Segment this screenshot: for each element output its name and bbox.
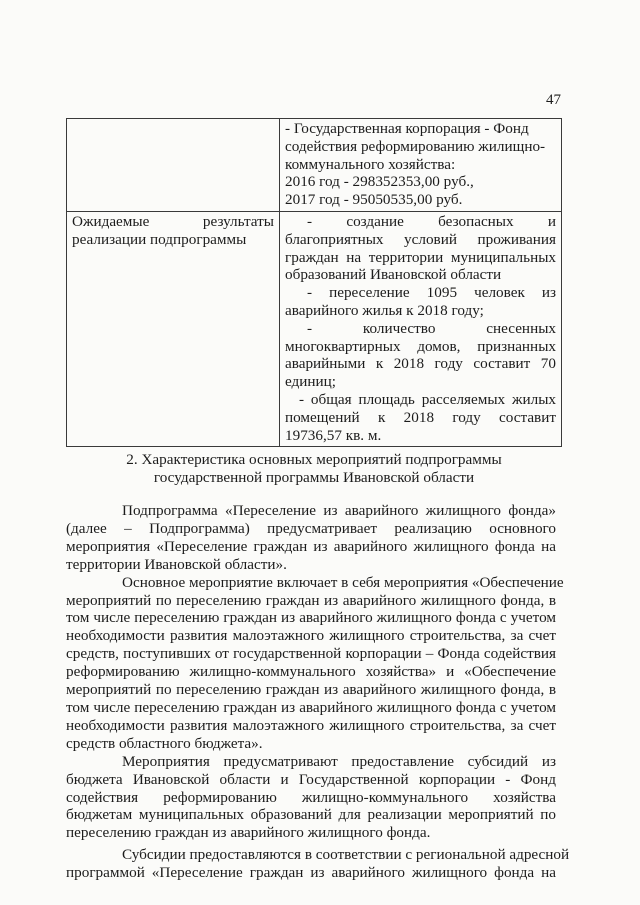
result-line: граждан на территории муниципальных [285, 248, 556, 266]
table-row [67, 211, 562, 446]
funding-line: коммунального хозяйства: [285, 155, 456, 173]
text-line: Основное мероприятие включает в себя мероприятия «Обеспечение [122, 573, 564, 591]
results-label-line: реализации подпрограммы [72, 230, 247, 248]
result-line: аварийными к 2018 году составит 70 [285, 355, 556, 373]
text-line: территории Ивановской области». [66, 555, 287, 573]
section-title [66, 451, 562, 487]
table-row [67, 119, 562, 212]
program-table [66, 118, 562, 447]
table-cell-label [67, 211, 280, 446]
text-line: мероприятий по переселению граждан из аварийного жилищного фонда, в [66, 591, 556, 609]
funding-line: 2017 год - 95050535,00 руб. [285, 191, 463, 209]
body-text [66, 502, 570, 882]
text-line: программой «Переселение граждан из аварийного жилищного фонда на [66, 864, 556, 882]
text-line: Подпрограмма «Переселение из аварийного жилищного фонда» [122, 502, 556, 519]
text-line: содействия реформированию жилищно-коммунального хозяйства [66, 788, 556, 806]
table-cell-results [280, 211, 562, 446]
section-title-line: государственной программы Ивановской области [153, 469, 475, 486]
paragraph [66, 753, 556, 843]
results-label-line: Ожидаемые результаты [72, 212, 274, 230]
paragraph [66, 573, 564, 753]
text-line: бюджетам муниципальных образований для реализации мероприятий по [66, 806, 556, 824]
text-line: том числе переселению граждан из аварийного жилищного фонда с учетом [66, 609, 556, 627]
result-line: единиц; [285, 373, 336, 391]
result-line: помещений к 2018 году составит [285, 408, 556, 426]
result-line: - количество снесенных [307, 319, 556, 337]
text-line: Мероприятия предусматривают предоставление субсидий из [122, 752, 556, 770]
funding-line: 2016 год - 298352353,00 руб., [285, 173, 474, 191]
text-line: Субсидии предоставляются в соответствии с региональной адресной [122, 846, 570, 864]
table-cell-funding [280, 119, 562, 212]
result-line: - общая площадь расселяемых жилых [299, 390, 556, 408]
text-line: необходимости развития малоэтажного жилищного строительства, за счет [66, 716, 556, 734]
section-title-line: 2. Характеристика основных мероприятий подпрограммы [126, 451, 502, 468]
result-line: - переселение 1095 человек из [307, 284, 556, 302]
result-line: аварийного жилья к 2018 году; [285, 301, 484, 319]
table-cell-empty [67, 119, 280, 212]
text-line: (далее – Подпрограмма) предусматривает реализацию основного [66, 519, 556, 537]
result-line: многоквартирных домов, признанных [285, 337, 556, 355]
paragraph [66, 502, 556, 574]
result-line: - создание безопасных и [307, 212, 556, 230]
text-line: реформированию жилищно-коммунального хозяйства» и «Обеспечение [66, 663, 556, 681]
text-line: мероприятий по переселению граждан из аварийного жилищного фонда, в [66, 681, 556, 699]
result-line: благоприятных условий проживания [285, 230, 556, 248]
funding-line: содействия реформированию жилищно- [285, 137, 546, 155]
page-number: 47 [546, 92, 561, 108]
text-line: мероприятия «Переселение граждан из аварийного жилищного фонда на [66, 537, 556, 555]
text-line: средств, поступивших от государственной корпорации – Фонда содействия [66, 645, 556, 663]
text-line: переселению граждан из аварийного жилищного фонда. [66, 824, 431, 842]
paragraph [66, 846, 570, 882]
text-line: том числе переселению граждан из аварийного жилищного фонда с учетом [66, 698, 556, 716]
result-line: 19736,57 кв. м. [285, 426, 382, 444]
funding-line: - Государственная корпорация - Фонд [285, 120, 529, 137]
text-line: средств областного бюджета». [66, 734, 263, 752]
text-line: бюджета Ивановской области и Государственной корпорации - Фонд [66, 770, 556, 788]
text-line: необходимости развития малоэтажного жилищного строительства, за счет [66, 627, 556, 645]
result-line: образований Ивановской области [285, 266, 502, 284]
